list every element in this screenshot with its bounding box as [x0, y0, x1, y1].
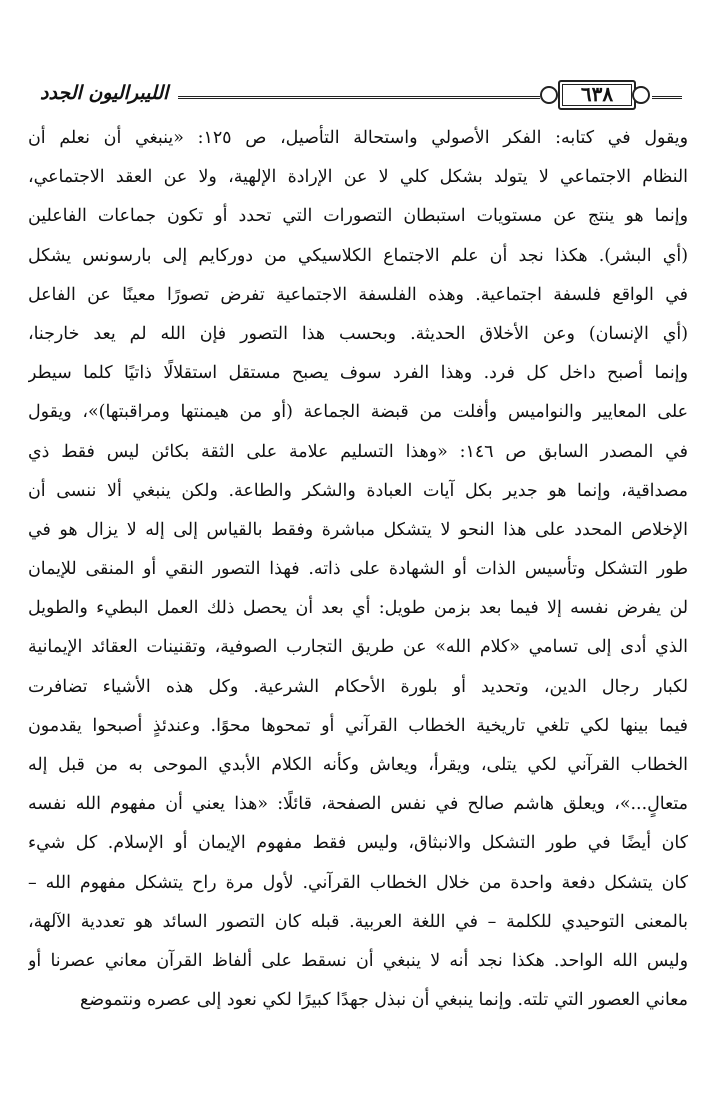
text-line: الذي أدى إلى تسامي «كلام الله» عن طريق التجارب الصوفية، وتقنينات العقائد الإيمانية — [28, 637, 688, 658]
page-number-ornament — [540, 78, 652, 112]
text-line: وإنما هو ينتج عن مستويات استبطان التصورات التي تحدد أو تكون جماعات الفاعلين — [28, 206, 688, 227]
text-line: الإخلاص المحدد على هذا النحو لا يتشكل مباشرة وفقط بالقياس إلى إله لا يزال هو في — [28, 519, 688, 540]
text-line: بالمعنى التوحيدي للكلمة – في اللغة العربية. قبله كان التصور السائد هو تعددية الآلهة، — [28, 911, 688, 932]
text-line: متعالٍ...»، ويعلق هاشم صالح في نفس الصفحة، قائلًا: «هذا يعني أن مفهوم الله نفسه — [28, 794, 688, 815]
text-line: مصداقية، وإنما هو جدير بكل آيات العبادة والشكر والطاعة. ولكن ينبغي ألا ننسى أن — [28, 480, 688, 501]
text-line: لكبار رجال الدين، وتحديد أو بلورة الأحكام الشرعية. وكل هذه الأشياء تضافرت — [28, 676, 688, 697]
text-line: كان يتشكل دفعة واحدة من خلال الخطاب القرآني. لأول مرة راح يتشكل مفهوم الله – — [28, 872, 688, 893]
body-text — [28, 119, 688, 1020]
text-line: في الواقع فلسفة اجتماعية. وهذه الفلسفة الاجتماعية تفرض تصورًا معينًا عن الفاعل — [28, 284, 688, 305]
text-line: على المعايير والنواميس وأفلت من قبضة الجماعة (أو من هيمنتها ومراقبتها)»، ويقول — [28, 402, 688, 423]
text-line: فيما بينها لكي تلغي تاريخية الخطاب القرآني أو تمحوها محوًا. وعندئذٍ أصبحوا يقدمون — [28, 715, 688, 736]
text-line: وإنما أصبح داخل كل فرد. وهذا الفرد سوف يصبح مستقل استقلالًا ذاتيًا كلما سيطر — [28, 363, 688, 384]
text-line: ويقول في كتابه: الفكر الأصولي واستحالة التأصيل، ص ١٢٥: «ينبغي أن نعلم أن — [28, 128, 688, 148]
ornament-left-cap — [540, 86, 558, 104]
ornament-right-cap — [632, 86, 650, 104]
text-line: لن يفرض نفسه إلا فيما بعد بزمن طويل: أي بعد أن يحصل ذلك العمل البطيء والطويل — [28, 598, 688, 619]
text-line: وليس الله الواحد. هكذا نجد أنه لا ينبغي أن نسقط على ألفاظ القرآن معاني عصرنا أو — [28, 950, 688, 971]
text-line: في المصدر السابق ص ١٤٦: «وهذا التسليم علامة على الثقة بكائن ليس فقط ذي — [28, 441, 688, 462]
text-line: (أي البشر). هكذا نجد أن علم الاجتماع الكلاسيكي من دوركايم إلى بارسونس يشكل — [28, 245, 688, 266]
text-line: (أي الإنسان) وعن الأخلاق الحديثة. وبحسب هذا التصور فإن الله لم يعد خارجنا، — [28, 323, 688, 344]
text-line: الخطاب القرآني لكي يتلى، ويقرأ، ويعاش وكأنه الكلام الأبدي الموحى به من قبل إله — [28, 755, 688, 775]
page-number: ٦٣٨ — [580, 82, 614, 106]
text-line: كان أيضًا في طور التشكل والانبثاق، وليس فقط مفهوم الإيمان أو الإسلام. كل شيء — [28, 833, 688, 854]
text-line: طور التشكل وتأسيس الذات أو الشهادة على ذاته. فهذا التصور النقي أو المنقى للإيمان — [28, 559, 688, 580]
text-line: معاني العصور التي تلته. وإنما ينبغي أن نبذل جهدًا كبيرًا لكي نعود إلى عصره ونتموضع — [79, 990, 688, 1011]
text-line: النظام الاجتماعي لا يتولد بشكل كلي لا عن الإرادة الإلهية، ولا عن العقد الاجتماعي، — [28, 167, 688, 188]
running-title: الليبراليون الجدد — [34, 76, 178, 110]
page-header — [28, 74, 688, 114]
